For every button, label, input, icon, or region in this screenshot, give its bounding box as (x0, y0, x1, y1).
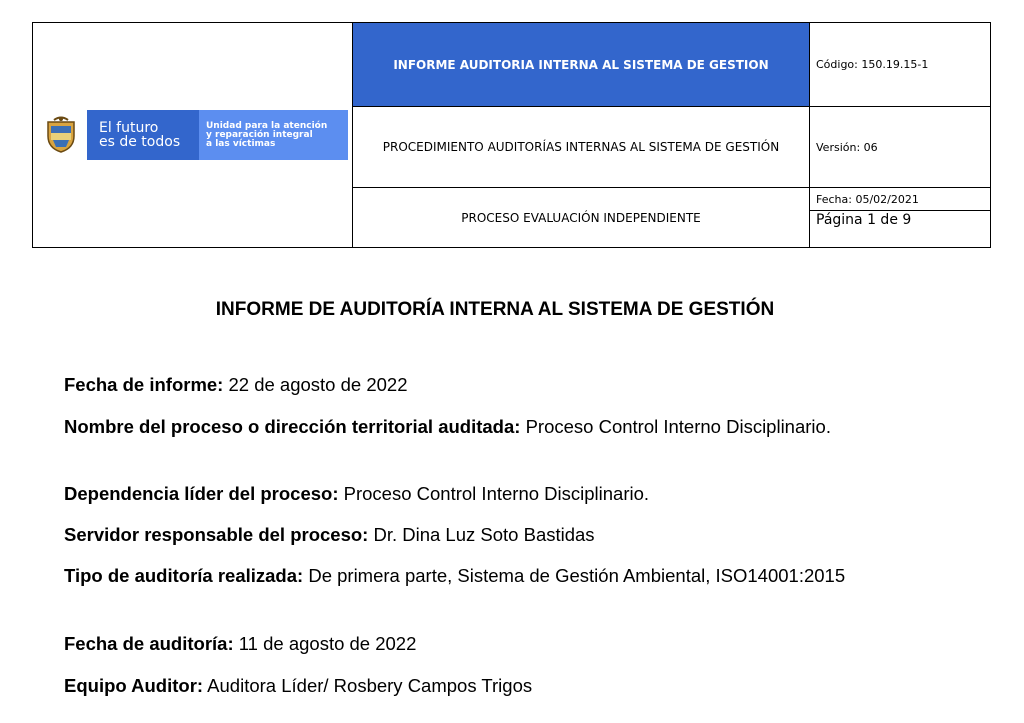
audit-team-field (64, 675, 930, 696)
document-code: Código: 150.19.15-1 (810, 23, 991, 107)
field-value: 11 de agosto de 2022 (233, 633, 417, 654)
field-label: Tipo de auditoría realizada: (64, 565, 304, 586)
document-date: Fecha: 05/02/2021 (810, 188, 990, 211)
field-value: Auditora Líder/ Rosbery Campos Trigos (203, 675, 533, 696)
audit-date-field (64, 633, 930, 654)
field-value: Dr. Dina Luz Soto Bastidas (368, 524, 595, 545)
logo-cell (33, 23, 353, 248)
report-date-field (64, 374, 930, 395)
logo-slogan-line1: El futuro (99, 120, 159, 136)
audited-process-field (64, 416, 930, 437)
field-label: Fecha de informe: (64, 374, 224, 395)
header-procedure: PROCEDIMIENTO AUDITORÍAS INTERNAS AL SISTEMA DE GESTIÓN (353, 107, 810, 188)
logo-agency-line3: a las víctimas (206, 138, 276, 149)
lead-department-field (64, 483, 930, 504)
field-label: Equipo Auditor: (64, 675, 204, 696)
logo-slogan-line2: es de todos (99, 134, 181, 150)
document-header-table (32, 22, 991, 248)
responsible-officer-field (64, 524, 930, 545)
field-value: Proceso Control Interno Disciplinario. (520, 416, 831, 437)
logo-slogan (87, 110, 199, 160)
header-process: PROCESO EVALUACIÓN INDEPENDIENTE (353, 188, 810, 248)
field-label: Nombre del proceso o dirección territorial auditada: (64, 416, 521, 437)
field-label: Fecha de auditoría: (64, 633, 234, 654)
field-value: 22 de agosto de 2022 (223, 374, 408, 395)
field-label: Dependencia líder del proceso: (64, 483, 339, 504)
logo-agency-name (199, 110, 348, 160)
field-value: De primera parte, Sistema de Gestión Ambiental, ISO14001:2015 (303, 565, 846, 586)
audit-type-field (64, 565, 930, 586)
entity-logo (35, 110, 348, 160)
field-value: Proceso Control Interno Disciplinario. (338, 483, 650, 504)
date-page-cell (810, 188, 991, 248)
logo-agency-line1: Unidad para la atención (206, 120, 328, 131)
logo-agency-line2: y reparación integral (206, 129, 313, 140)
field-label: Servidor responsable del proceso: (64, 524, 369, 545)
coat-of-arms-icon (35, 110, 87, 160)
header-title: INFORME AUDITORIA INTERNA AL SISTEMA DE GESTION (353, 23, 810, 107)
page-title: INFORME DE AUDITORÍA INTERNA AL SISTEMA DE GESTIÓN (215, 299, 775, 320)
page-number: Página 1 de 9 (816, 212, 912, 228)
document-version: Versión: 06 (810, 107, 991, 188)
